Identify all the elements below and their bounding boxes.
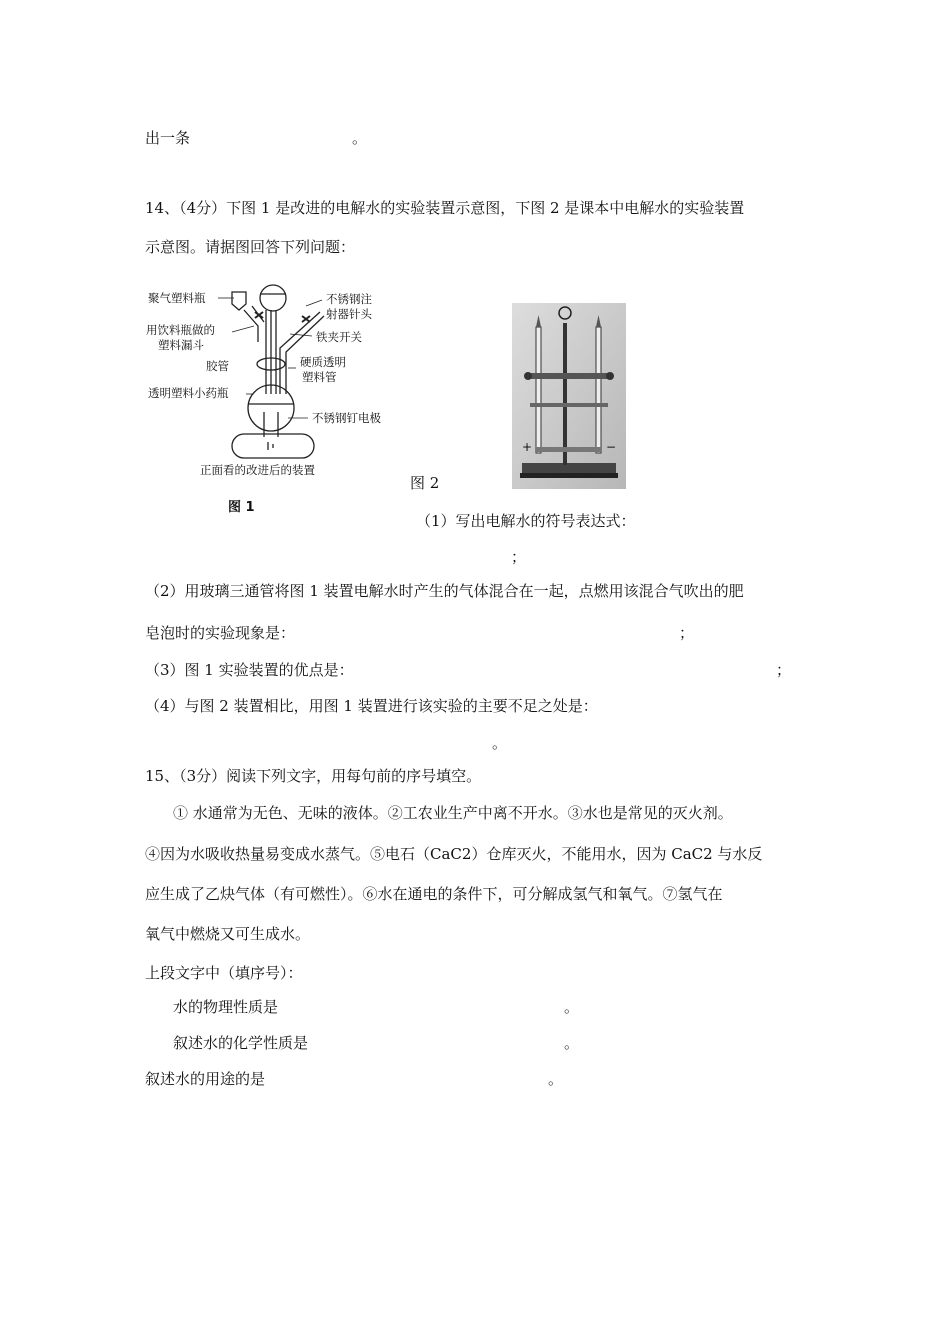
q15-answer-uses: 叙述水的用途的是 [145, 1070, 266, 1088]
q15-answer-physical-end: 。 [564, 998, 580, 1016]
q14-sub2-line2: 皂泡时的实验现象是： [145, 624, 296, 642]
q15-answer-chemical: 叙述水的化学性质是 [173, 1034, 309, 1052]
figure-2-photo [512, 303, 626, 489]
label-vial: 透明塑料小药瓶 [148, 386, 229, 400]
figure-2-minus: − [606, 440, 617, 454]
figure-1-diagram [140, 282, 400, 522]
q14-stem-line2: 示意图。请据图回答下列问题： [145, 238, 356, 256]
q15-intro: 上段文字中（填序号）： [145, 964, 303, 982]
q15-passage-line4: 氧气中燃烧又可生成水。 [145, 925, 311, 943]
q14-sub2-end: ； [679, 624, 695, 642]
figure-2-caption: 图 2 [410, 474, 440, 492]
q14-sub3-end: ； [776, 661, 792, 679]
figure-1 [140, 282, 400, 522]
q14-sub4-end: 。 [492, 734, 508, 752]
figure-1-caption: 图 1 [228, 500, 255, 515]
label-hose: 胶管 [206, 359, 229, 373]
q15-passage-line1: ① 水通常为无色、无味的液体。②工农业生产中离不开水。③水也是常见的灭火剂。 [173, 804, 733, 822]
q14-sub3: （3）图 1 实验装置的优点是： [145, 661, 354, 679]
q15-answer-uses-end: 。 [548, 1070, 564, 1088]
q15-stem: 15、（3分）阅读下列文字，用每句前的序号填空。 [145, 767, 482, 785]
q15-passage-line2: ④因为水吸收热量易变成水蒸气。⑤电石（CaC2）仓库灭火，不能用水，因为 CaC2 与水反 [145, 845, 763, 863]
q15-answer-physical: 水的物理性质是 [173, 998, 279, 1016]
label-tube-1: 硬质透明 [300, 355, 346, 369]
label-funnel-2: 塑料漏斗 [158, 338, 204, 352]
prev-answer-line [145, 128, 190, 148]
q14-stem-line1: 14、（4分）下图 1 是改进的电解水的实验装置示意图，下图 2 是课本中电解水的实验装置 [145, 199, 745, 217]
label-needle-2: 射器针头 [326, 307, 372, 321]
figure-2-plus: + [522, 440, 533, 454]
label-funnel-1: 用饮料瓶做的 [146, 323, 215, 337]
label-tube-2: 塑料管 [302, 370, 337, 384]
q14-sub1-end: ； [511, 548, 527, 566]
label-needle-1: 不锈钢注 [326, 292, 372, 306]
prev-answer-end: 。 [352, 129, 368, 147]
q15-answer-chemical-end: 。 [564, 1034, 580, 1052]
q15-passage-line3: 应生成了乙炔气体（有可燃性）。⑥水在通电的条件下，可分解成氢气和氧气。⑦氢气在 [145, 885, 723, 903]
label-electrode: 不锈钢钉电极 [312, 411, 381, 425]
label-front-view: 正面看的改进后的装置 [200, 463, 315, 477]
label-gas-bottle: 聚气塑料瓶 [148, 291, 206, 305]
q14-sub4: （4）与图 2 装置相比，用图 1 装置进行该实验的主要不足之处是： [145, 697, 598, 715]
prev-answer-prefix: 出一条 [145, 129, 191, 147]
q14-sub2-line1: （2）用玻璃三通管将图 1 装置电解水时产生的气体混合在一起，点燃用该混合气吹出的肥 [145, 582, 744, 600]
figure-2 [512, 303, 626, 489]
label-clip: 铁夹开关 [316, 330, 362, 344]
q14-sub1: （1）写出电解水的符号表达式： [416, 512, 636, 530]
